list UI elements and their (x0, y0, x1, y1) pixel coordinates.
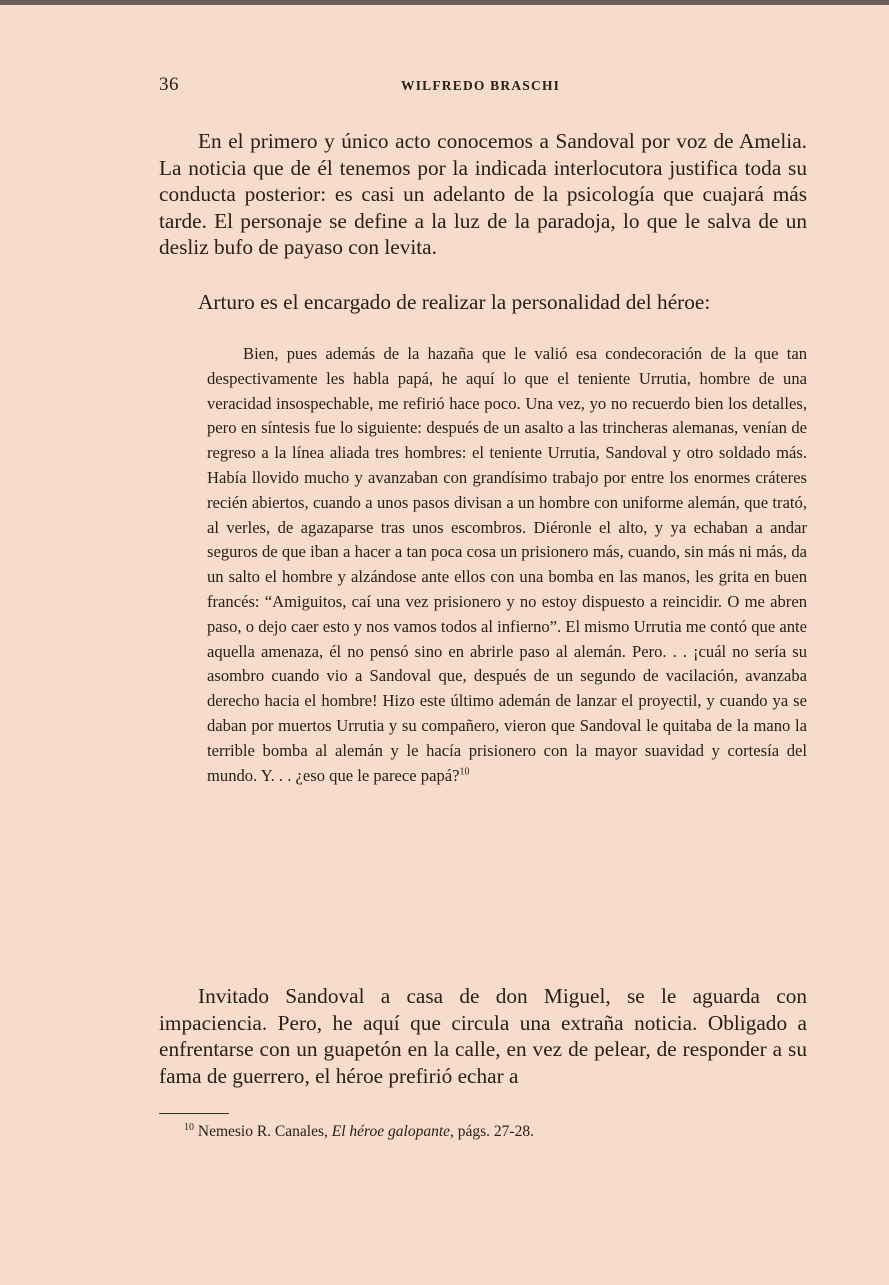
page-number: 36 (159, 74, 179, 95)
page-header (159, 74, 807, 100)
footnote-author: Nemesio R. Canales, (197, 1123, 328, 1140)
footnote (184, 1121, 804, 1143)
footnote-title: El héroe galopante, (331, 1123, 454, 1140)
footnote-number: 10 (184, 1121, 194, 1133)
page-top-edge (0, 0, 889, 5)
footnote-reference: 10 (459, 766, 470, 778)
footnote-rule (159, 1113, 229, 1114)
footnote-pages: págs. 27-28. (457, 1123, 534, 1140)
paragraph-3: Invitado Sandoval a casa de don Miguel, se le aguarda con impaciencia. Pero, he aquí que circula una extraña noticia. Obligado a enfrentarse con un guapetón en la calle, en vez de pelear, de responder a su fama de guerrero, el héroe prefirió echar a (159, 984, 807, 1088)
paragraph-2: Arturo es el encargado de realizar la personalidad del héroe: (198, 290, 711, 314)
block-quote (207, 342, 807, 788)
block-quote-text: Bien, pues además de la hazaña que le valió esa condecoración de la que tan despectivamente les habla papá, he aquí lo que el teniente Urrutia, hombre de una veracidad insospechable, me refirió hace poco. Una vez, yo no recuerdo bien los detalles, pero en síntesis fue lo siguiente: después de un asalto a las trincheras alemanas, venían de regreso a la línea aliada tres hombres: el teniente Urrutia, Sandoval y otro soldado más. Había llovido mucho y avanzaban con grandísimo trabajo por entre los enormes cráteres recién abiertos, cuando a unos pasos divisan a un hombre con uniforme alemán, que trató, al verles, de agazaparse tras unos escombros. Diéronle el alto, y ya echaban a andar seguros de que iban a hacer a tan poca cosa un prisionero más, cuando, sin más ni más, da un salto el hombre y alzándose ante ellos con una bomba en las manos, les grita en buen francés: “Amiguitos, caí una vez prisionero y no estoy dispuesto a reincidir. O me abren paso, o dejo caer esto y nos vamos todos al infierno”. El mismo Urrutia me contó que ante aquella amenaza, él no pensó sino en abrirle paso al alemán. Pero. . . ¡cuál no sería su asombro cuando vio a Sandoval que, después de un segundo de vacilación, avanzaba derecho hacia el hombre! Hizo este último ademán de lanzar el proyectil, y cuando ya se daban por muertos Urrutia y su compañero, vieron que Sandoval le quitaba de la mano la terrible bomba al alemán y le hacía prisionero con la mayor suavidad y cortesía del mundo. Y. . . ¿eso que le parece papá? (207, 344, 807, 785)
paragraph-1: En el primero y único acto conocemos a Sandoval por voz de Amelia. La noticia que de él tenemos por la indicada interlocutora justifica toda su conducta posterior: es casi un adelanto de la psicología que cuajará más tarde. El personaje se define a la luz de la paradoja, lo que le salva de un desliz bufo de payaso con levita. (159, 129, 807, 260)
running-head: WILFREDO BRASCHI (401, 78, 561, 93)
